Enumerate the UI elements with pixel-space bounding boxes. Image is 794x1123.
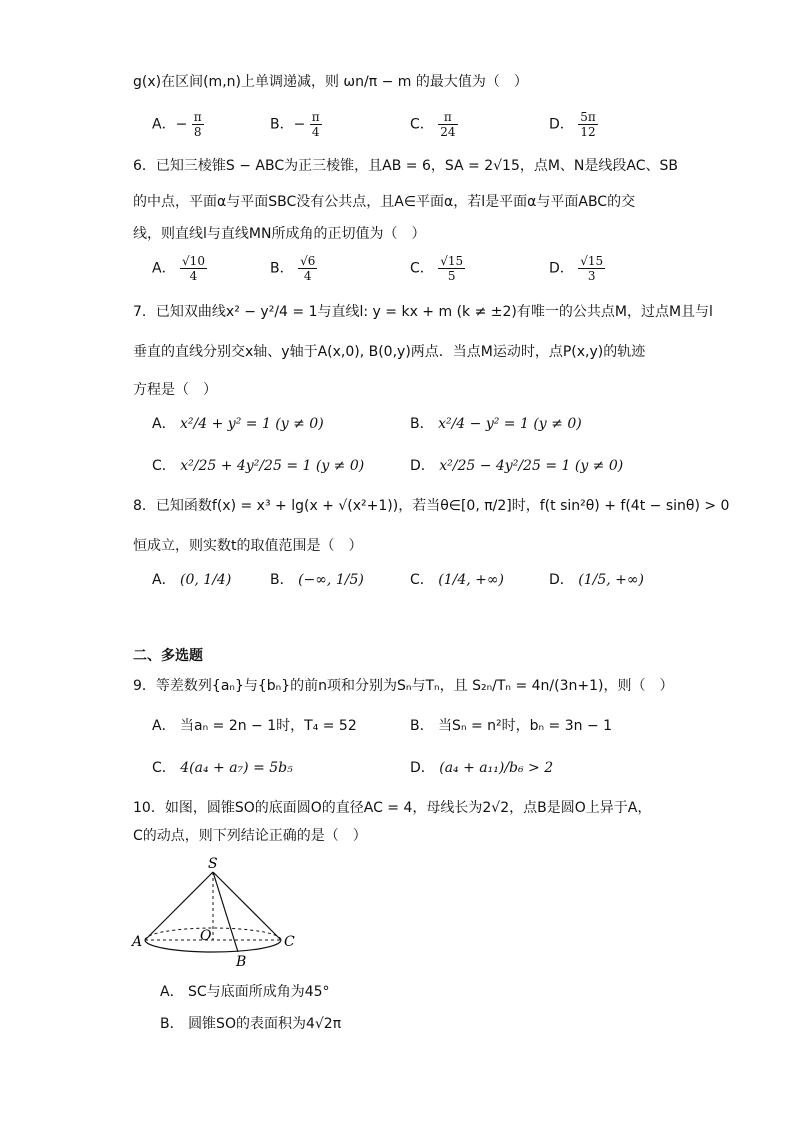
q7-line-1: 7．已知双曲线x² − y²/4 = 1与直线l: y = kx + m (k ≠ ±2)有唯一的公共点M，过点M且与l	[133, 304, 713, 320]
q6-option-a[interactable]: A． $\frac{√10}{4}$	[152, 254, 205, 283]
q8-option-d[interactable]: D． (1/5, +∞)	[549, 572, 644, 588]
q8-option-c[interactable]: C． (1/4, +∞)	[410, 572, 504, 588]
q5-stem: g(x)在区间(m,n)上单调递减，则 ωn/π − m 的最大值为（ ）	[133, 74, 528, 90]
q6-option-d[interactable]: D． $\frac{√15}{3}$	[549, 254, 604, 283]
q8-option-b[interactable]: B． (−∞, 1/5)	[270, 572, 364, 588]
q10-line-1: 10．如图，圆锥SO的底面圆O的直径AC = 4，母线长为2√2，点B是圆O上异于A，	[133, 800, 652, 816]
q10-option-a[interactable]: A． SC与底面所成角为45°	[160, 984, 330, 1000]
label-b: B	[236, 954, 247, 970]
q10-option-b[interactable]: B． 圆锥SO的表面积为4√2π	[160, 1016, 342, 1032]
q5-option-a[interactable]: A．− $\frac{\pi}{8}$	[152, 110, 202, 139]
q5-option-d[interactable]: D． $\frac{5\pi}{12}$	[549, 110, 596, 139]
section-multiple-choice-heading: 二、多选题	[133, 648, 203, 664]
label-s: S	[208, 856, 218, 872]
q7-line-2: 垂直的直线分别交x轴、y轴于A(x,0), B(0,y)两点．当点M运动时，点P(x,y)的轨迹	[133, 344, 646, 360]
q6-option-b[interactable]: B． $\frac{√6}{4}$	[270, 254, 316, 283]
q8-line-2: 恒成立，则实数t的取值范围是（ ）	[133, 538, 363, 554]
q6-line-2: 的中点，平面α与平面SBC没有公共点，且A∈平面α，若l是平面α与平面ABC的交	[133, 194, 636, 210]
q6-line-1: 6．已知三棱锥S − ABC为正三棱锥，且AB = 6，SA = 2√15，点M、N是线段AC、SB	[133, 158, 679, 174]
q6-line-3: 线，则直线l与直线MN所成角的正切值为（ ）	[133, 226, 426, 242]
q7-option-d[interactable]: D． x²/25 − 4y²/25 = 1 (y ≠ 0)	[410, 458, 624, 474]
q5-option-c[interactable]: C． $\frac{\pi}{24}$	[410, 110, 456, 139]
q6-option-c[interactable]: C． $\frac{√15}{5}$	[410, 254, 464, 283]
q9-option-b[interactable]: B． 当Sₙ = n²时，bₙ = 3n − 1	[410, 718, 613, 734]
q7-line-3: 方程是（ ）	[133, 382, 217, 398]
label-o: O	[200, 928, 212, 944]
q8-line-1: 8．已知函数f(x) = x³ + lg(x + √(x²+1))，若当θ∈[0, π/2]时，f(t sin²θ) + f(4t − sinθ) > 0	[133, 498, 730, 514]
q7-option-b[interactable]: B． x²/4 − y² = 1 (y ≠ 0)	[410, 416, 582, 432]
q9-option-d[interactable]: D． (a₄ + a₁₁)/b₆ > 2	[410, 760, 554, 776]
cone-base-front-arc	[145, 940, 281, 952]
cone-figure	[128, 852, 308, 972]
q10-line-2: C的动点，则下列结论正确的是（ ）	[133, 828, 367, 844]
q9-option-c[interactable]: C． 4(a₄ + a₇) = 5b₅	[152, 760, 293, 776]
q8-option-a[interactable]: A． (0, 1/4)	[152, 572, 232, 588]
q7-option-c[interactable]: C． x²/25 + 4y²/25 = 1 (y ≠ 0)	[152, 458, 365, 474]
q7-option-a[interactable]: A． x²/4 + y² = 1 (y ≠ 0)	[152, 416, 324, 432]
q9-line-1: 9．等差数列{aₙ}与{bₙ}的前n项和分别为Sₙ与Tₙ，且 S₂ₙ/Tₙ = 4n/(3n+1)，则（ ）	[133, 678, 674, 694]
label-c: C	[284, 934, 295, 950]
label-a: A	[132, 934, 143, 950]
q5-option-b[interactable]: B．− $\frac{\pi}{4}$	[270, 110, 320, 139]
q9-option-a[interactable]: A． 当aₙ = 2n − 1时，T₄ = 52	[152, 718, 357, 734]
